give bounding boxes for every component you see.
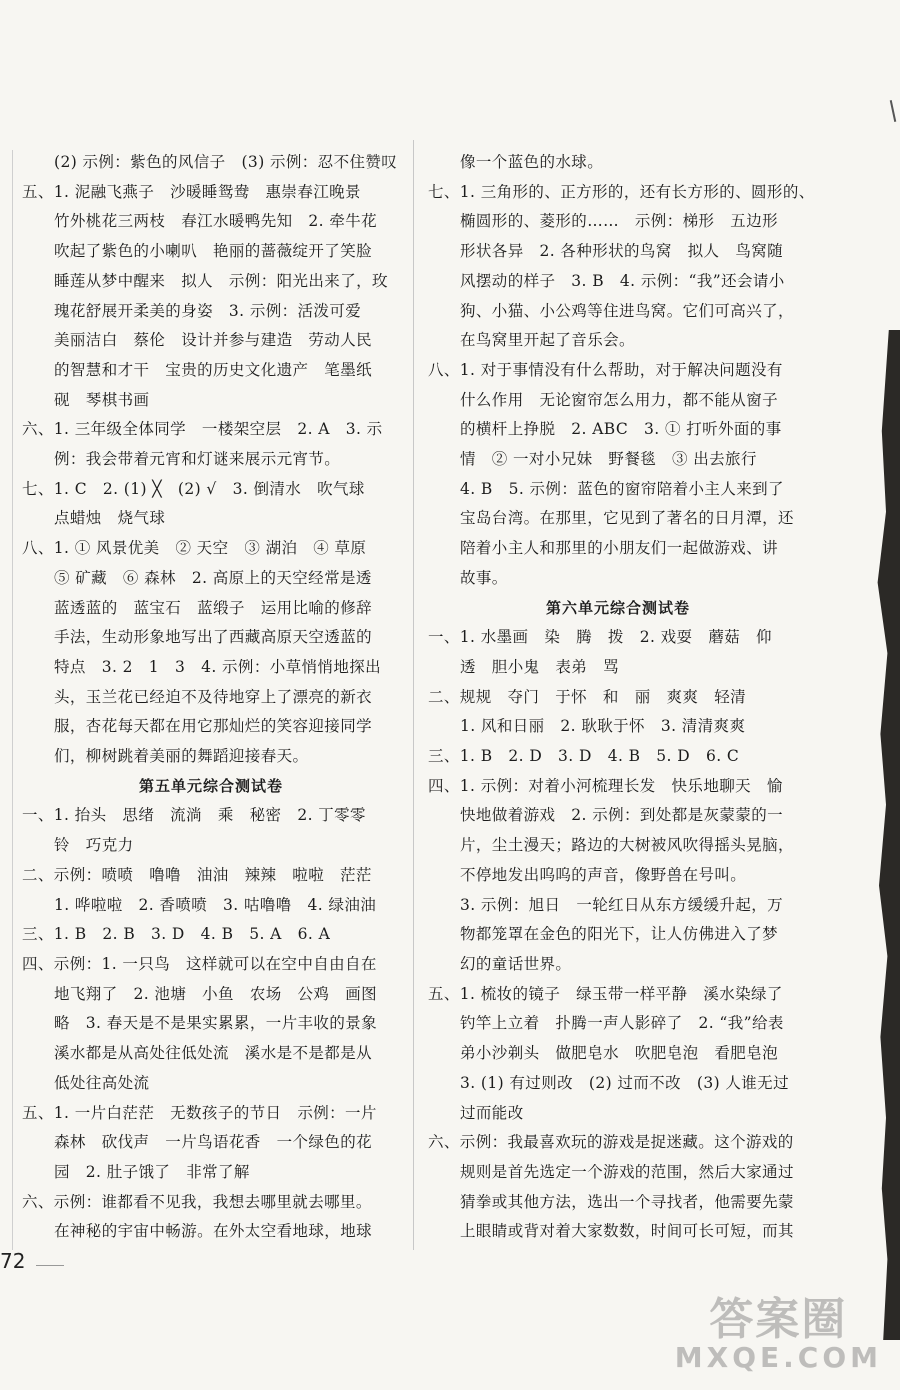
answer-line: 地飞翔了 2. 池塘 小鱼 农场 公鸡 画图 bbox=[54, 984, 378, 1003]
answer-line: 在鸟窝里开起了音乐会。 bbox=[460, 331, 635, 350]
watermark-bottom-text: MXQE.COM bbox=[674, 1341, 882, 1374]
answer-line: 美丽洁白 蔡伦 设计并参与建造 劳动人民 bbox=[54, 331, 373, 350]
answer-line: 七、1. 三角形的、正方形的，还有长方形的、圆形的、 bbox=[428, 182, 815, 201]
answer-line: 一、1. 抬头 思绪 流淌 乘 秘密 2. 丁零零 bbox=[22, 806, 366, 825]
watermark-logo bbox=[675, 1283, 882, 1374]
answer-line: 吹起了紫色的小喇叭 艳丽的蔷薇绽开了笑脸 bbox=[54, 242, 373, 261]
answer-line: 规则是首先选定一个游戏的范围，然后大家通过 bbox=[460, 1162, 794, 1181]
answer-line: 像一个蓝色的水球。 bbox=[460, 153, 604, 171]
answer-line: 六、1. 三年级全体同学 一楼架空层 2. A 3. 示 bbox=[22, 420, 383, 439]
answer-line: 二、示例：喷喷 噜噜 油油 辣辣 啦啦 茫茫 bbox=[22, 865, 372, 884]
answer-line: 弟小沙剃头 做肥皂水 吹肥皂泡 看肥皂泡 bbox=[460, 1044, 779, 1063]
answer-line: 六、示例：谁都看不见我，我想去哪里就去哪里。 bbox=[22, 1192, 372, 1211]
answer-line: 1. 风和日丽 2. 耿耿于怀 3. 清清爽爽 bbox=[460, 717, 746, 736]
answer-line: 瑰花舒展开柔美的身姿 3. 示例：活泼可爱 bbox=[54, 301, 362, 320]
answer-line: 园 2. 肚子饿了 非常了解 bbox=[54, 1162, 250, 1181]
answer-line: 六、示例：我最喜欢玩的游戏是捉迷藏。这个游戏的 bbox=[428, 1133, 794, 1152]
answer-line: 四、示例：1. 一只鸟 这样就可以在空中自由自在 bbox=[22, 954, 377, 973]
answer-line: 陪着小主人和那里的小朋友们一起做游戏、讲 bbox=[460, 539, 779, 558]
torn-page-edge bbox=[872, 330, 900, 1340]
answer-line: 风摆动的样子 3. B 4. 示例：“我”还会请小 bbox=[460, 271, 785, 290]
answer-line: 什么作用 无论窗帘怎么用力，都不能从窗子 bbox=[460, 390, 779, 409]
answer-line: 三、1. B 2. D 3. D 4. B 5. D 6. C bbox=[428, 747, 740, 766]
answer-line: 一、1. 水墨画 染 腾 拨 2. 戏耍 蘑菇 仰 bbox=[428, 628, 772, 647]
answer-line: (2) 示例：紫色的风信子 (3) 示例：忍不住赞叹 bbox=[54, 153, 398, 171]
page-number: 72 bbox=[0, 1249, 26, 1273]
section-title: 第五单元综合测试卷 bbox=[138, 776, 283, 795]
watermark-top-text: 答案圈 bbox=[709, 1294, 848, 1345]
answer-line: 手法，生动形象地写出了西藏高原天空透蓝的 bbox=[54, 628, 373, 647]
answer-line: 不停地发出呜呜的声音，像野兽在号叫。 bbox=[460, 865, 747, 884]
scan-mark bbox=[890, 100, 897, 122]
answer-line: 五、1. 一片白茫茫 无数孩子的节日 示例：一片 bbox=[22, 1103, 377, 1122]
answer-line: 头，玉兰花已经迫不及待地穿上了漂亮的新衣 bbox=[54, 687, 373, 706]
answer-line: 略 3. 春天是不是果实累累，一片丰收的景象 bbox=[54, 1014, 378, 1033]
answer-line: 4. B 5. 示例：蓝色的窗帘陪着小主人来到了 bbox=[460, 479, 784, 498]
right-column bbox=[428, 148, 815, 1247]
left-column bbox=[22, 148, 400, 1247]
answer-line: 溪水都是从高处往低处流 溪水是不是都是从 bbox=[54, 1044, 373, 1063]
answer-line: 上眼睛或背对着大家数数，时间可长可短，而其 bbox=[460, 1222, 794, 1241]
answer-line: 物都笼罩在金色的阳光下，让人仿佛进入了梦 bbox=[460, 925, 779, 944]
answer-line: 森林 砍伐声 一片鸟语花香 一个绿色的花 bbox=[54, 1133, 373, 1152]
answer-line: 点蜡烛 烧气球 bbox=[54, 509, 166, 528]
answer-line: 幻的童话世界。 bbox=[460, 954, 572, 973]
answer-line: 蓝透蓝的 蓝宝石 蓝缎子 运用比喻的修辞 bbox=[54, 598, 373, 617]
answer-line: 快地做着游戏 2. 示例：到处都是灰蒙蒙的一 bbox=[460, 806, 784, 825]
answer-line: 们，柳树跳着美丽的舞蹈迎接春天。 bbox=[54, 747, 309, 766]
answer-line: 的横杆上挣脱 2. ABC 3. ① 打听外面的事 bbox=[460, 420, 782, 439]
answer-line: 二、规规 夺门 于怀 和 丽 爽爽 轻清 bbox=[428, 687, 747, 706]
answer-line: 四、1. 示例：对着小河梳理长发 快乐地聊天 愉 bbox=[428, 776, 783, 795]
answer-line: 过而能改 bbox=[460, 1103, 524, 1122]
answer-line: 的智慧和才干 宝贵的历史文化遗产 笔墨纸 bbox=[54, 360, 373, 379]
answer-line: 低处往高处流 bbox=[54, 1073, 150, 1092]
answer-line: 椭圆形的、菱形的…… 示例：梯形 五边形 bbox=[460, 212, 779, 231]
answer-line: 在神秘的宇宙中畅游。在外太空看地球，地球 bbox=[54, 1222, 373, 1241]
answer-line: 例：我会带着元宵和灯谜来展示元宵节。 bbox=[54, 450, 341, 469]
answer-line: 故事。 bbox=[460, 568, 508, 587]
column-divider bbox=[413, 140, 414, 1250]
answer-line: 形状各异 2. 各种形状的鸟窝 拟人 鸟窝随 bbox=[460, 242, 784, 261]
answer-line: 砚 琴棋书画 bbox=[54, 390, 150, 409]
answer-line: ⑤ 矿藏 ⑥ 森林 2. 高原上的天空经常是透 bbox=[54, 568, 372, 587]
answer-line: 3. (1) 有过则改 (2) 过而不改 (3) 人谁无过 bbox=[460, 1073, 789, 1092]
answer-line: 钓竿上立着 扑腾一声人影碎了 2. “我”给表 bbox=[460, 1014, 784, 1033]
answer-line: 三、1. B 2. B 3. D 4. B 5. A 6. A bbox=[22, 925, 331, 944]
answer-line: 特点 3. 2 1 3 4. 示例：小草悄悄地探出 bbox=[54, 657, 382, 676]
answer-line: 七、1. C 2. (1) ╳ (2) √ 3. 倒清水 吹气球 bbox=[22, 479, 365, 498]
answer-line: 五、1. 泥融飞燕子 沙暖睡鸳鸯 惠崇春江晚景 bbox=[22, 182, 361, 201]
section-title: 第六单元综合测试卷 bbox=[545, 598, 690, 617]
answer-line: 五、1. 梳妆的镜子 绿玉带一样平静 溪水染绿了 bbox=[428, 984, 783, 1003]
page-number-rule bbox=[36, 1265, 64, 1266]
answer-line: 宝岛台湾。在那里，它见到了著名的日月潭，还 bbox=[460, 509, 794, 528]
answer-line: 八、1. 对于事情没有什么帮助，对于解决问题没有 bbox=[428, 360, 783, 379]
answer-line: 睡莲从梦中醒来 拟人 示例：阳光出来了，玫 bbox=[54, 271, 388, 290]
answer-line: 3. 示例：旭日 一轮红日从东方缓缓升起，万 bbox=[460, 895, 784, 914]
answer-line: 片，尘土漫天；路边的大树被风吹得摇头晃脑， bbox=[460, 836, 794, 855]
answer-line: 狗、小猫、小公鸡等住进鸟窝。它们可高兴了， bbox=[460, 301, 794, 320]
answer-line: 猜拳或其他方法，选出一个寻找者，他需要先蒙 bbox=[460, 1192, 794, 1211]
margin-rule bbox=[12, 150, 13, 1250]
answer-line: 服，杏花每天都在用它那灿烂的笑容迎接同学 bbox=[54, 717, 373, 736]
answer-line: 1. 哗啦啦 2. 香喷喷 3. 咕噜噜 4. 绿油油 bbox=[54, 895, 377, 914]
answer-line: 八、1. ① 风景优美 ② 天空 ③ 湖泊 ④ 草原 bbox=[22, 539, 367, 558]
answer-line: 竹外桃花三两枝 春江水暖鸭先知 2. 牵牛花 bbox=[54, 212, 378, 231]
answer-line: 情 ② 一对小兄妹 野餐毯 ③ 出去旅行 bbox=[460, 450, 757, 469]
answer-line: 铃 巧克力 bbox=[54, 836, 134, 855]
answer-line: 透 胆小鬼 表弟 骂 bbox=[460, 657, 620, 676]
